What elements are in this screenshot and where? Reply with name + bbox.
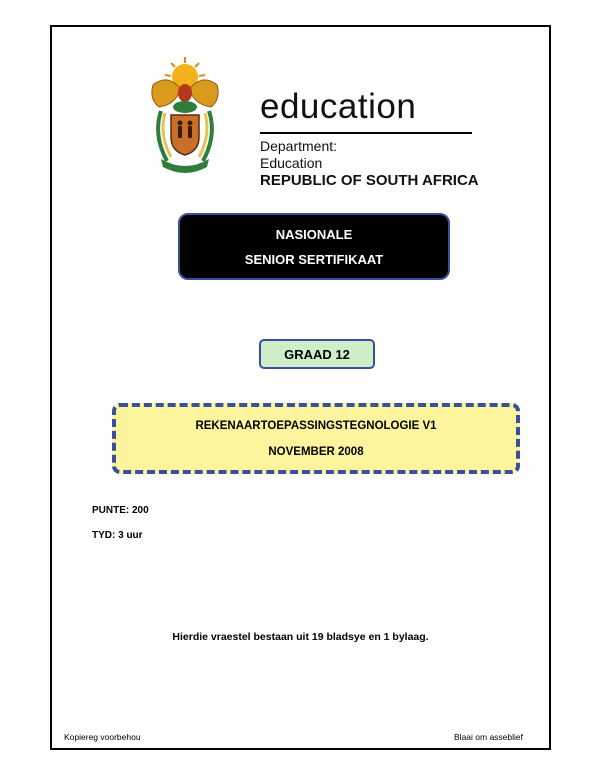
country-name: REPUBLIC OF SOUTH AFRICA bbox=[260, 172, 479, 189]
logo-wordmark: education bbox=[260, 87, 417, 126]
department-label: Department: bbox=[260, 138, 338, 154]
total-marks: PUNTE: 200 bbox=[92, 505, 149, 516]
page-count-note: Hierdie vraestel bestaan uit 19 bladsye en 1 bylaag. bbox=[172, 631, 429, 643]
page-frame bbox=[50, 25, 551, 750]
subject-box bbox=[112, 403, 520, 474]
logo-divider bbox=[260, 132, 472, 134]
certificate-title-box bbox=[178, 213, 450, 280]
grade-badge: GRAAD 12 bbox=[259, 339, 375, 369]
department-logo bbox=[260, 89, 530, 189]
department-name: Education bbox=[260, 155, 323, 171]
copyright-footer: Kopiereg voorbehou bbox=[64, 732, 141, 742]
certificate-title-line1: NASIONALE bbox=[275, 226, 353, 242]
certificate-title-line2: SENIOR SERTIFIKAAT bbox=[244, 251, 384, 267]
subject-name: REKENAARTOEPASSINGSTEGNOLOGIE V1 bbox=[195, 419, 437, 432]
exam-date: NOVEMBER 2008 bbox=[268, 445, 364, 458]
exam-duration: TYD: 3 uur bbox=[92, 530, 143, 541]
turn-over-footer: Blaai om asseblief bbox=[454, 732, 523, 742]
coat-of-arms-icon bbox=[147, 55, 223, 180]
